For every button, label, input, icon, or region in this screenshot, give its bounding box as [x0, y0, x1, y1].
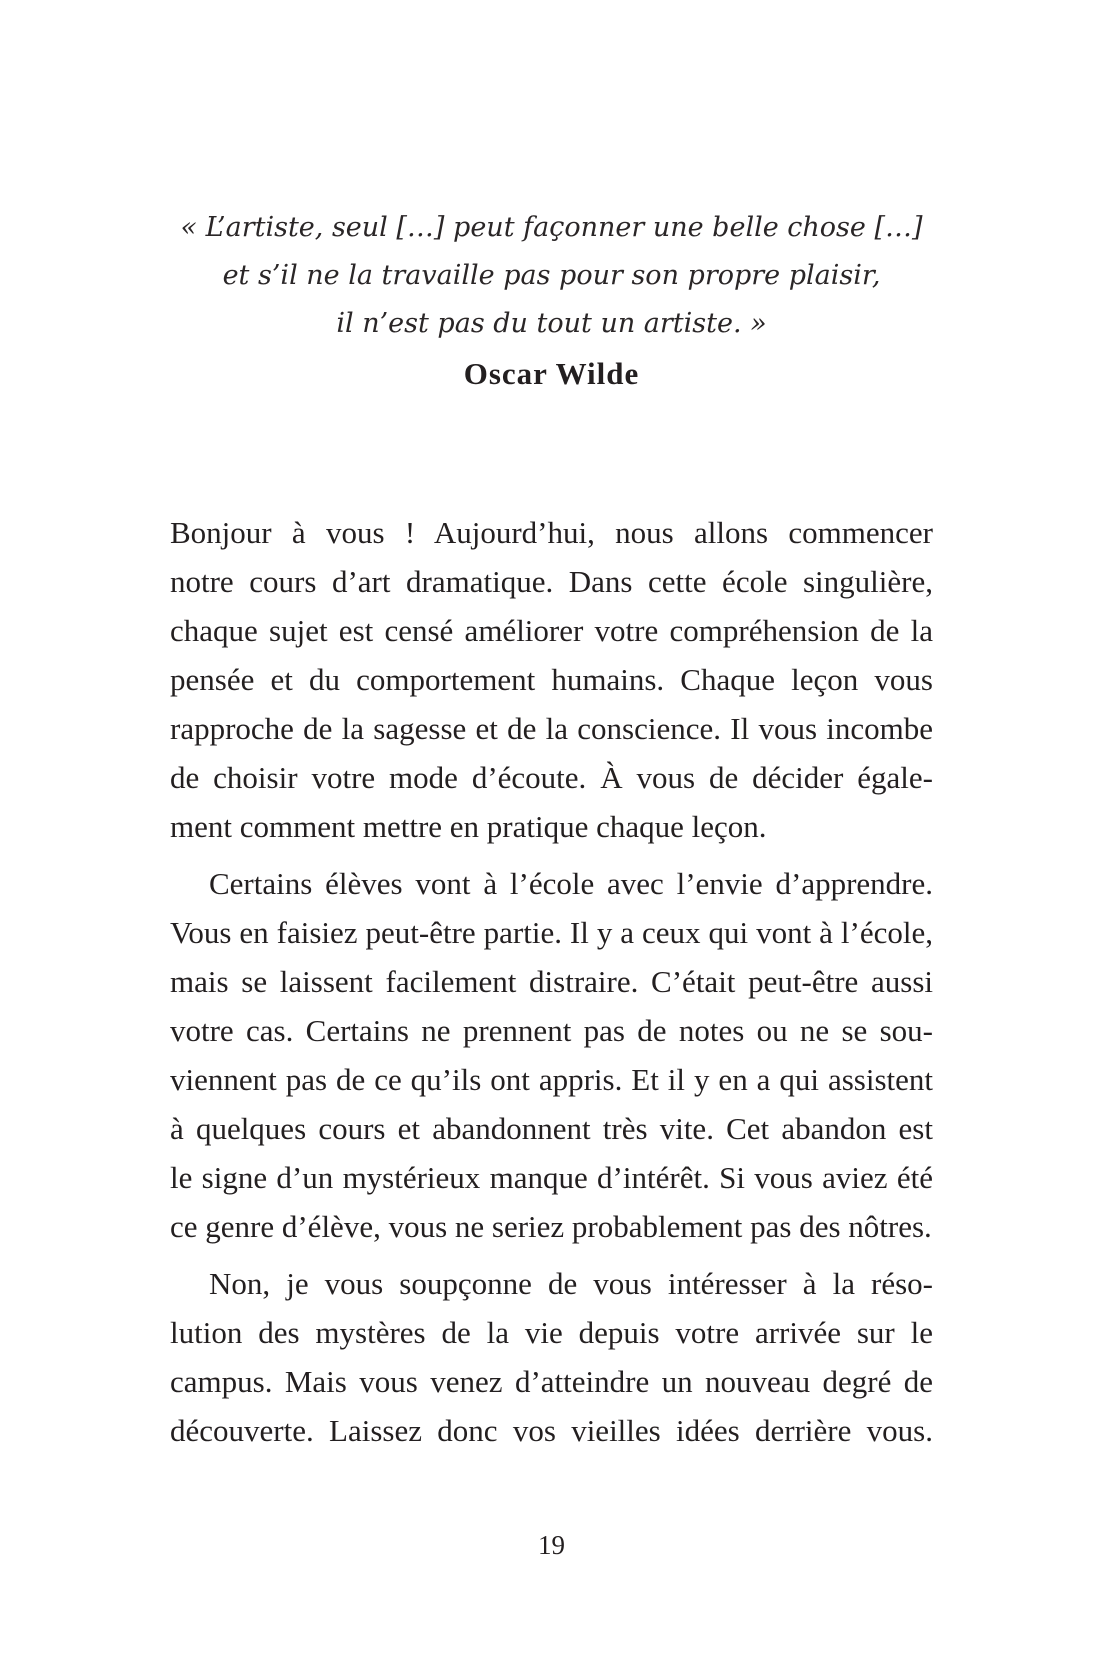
epigraph-line: et s’il ne la travaille pas pour son propre plaisir, [222, 260, 881, 291]
text-line: à quelques cours et abandonnent très vite. Cet abandon est [170, 1111, 933, 1146]
text-line: viennent pas de ce qu’ils ont appris. Et il y en a qui assistent [170, 1062, 933, 1097]
text-line: campus. Mais vous venez d’atteindre un nouveau degré de [170, 1364, 933, 1399]
epigraph-line: il n’est pas du tout un artiste. » [336, 308, 767, 339]
paragraph [170, 508, 933, 851]
text-line: chaque sujet est censé améliorer votre compréhension de la [170, 613, 933, 648]
text-line: Bonjour à vous ! Aujourd’hui, nous allons commencer [170, 515, 933, 550]
text-line: lution des mystères de la vie depuis votre arrivée sur le [170, 1315, 933, 1350]
text-line: notre cours d’art dramatique. Dans cette école singulière, [170, 564, 933, 599]
paragraph [170, 859, 933, 1251]
text-line: Certains élèves vont à l’école avec l’envie d’apprendre. [209, 866, 933, 901]
body-text [170, 508, 933, 1463]
text-line: ce genre d’élève, vous ne seriez probablement pas des nôtres. [170, 1209, 932, 1244]
text-line: mais se laissent facilement distraire. C’était peut-être aussi [170, 964, 933, 999]
text-line: votre cas. Certains ne prennent pas de notes ou ne se sou- [170, 1013, 933, 1048]
text-line: Non, je vous soupçonne de vous intéresser à la réso- [209, 1266, 933, 1301]
text-line: le signe d’un mystérieux manque d’intérêt. Si vous aviez été [170, 1160, 933, 1195]
epigraph-line: « L’artiste, seul […] peut façonner une belle chose […] [180, 212, 923, 243]
epigraph [150, 204, 953, 396]
epigraph-author: Oscar Wilde [463, 356, 640, 391]
text-line: découverte. Laissez donc vos vieilles idées derrière vous. [170, 1413, 933, 1448]
page-number: 19 [538, 1530, 565, 1560]
text-line: de choisir votre mode d’écoute. À vous de décider égale- [170, 760, 933, 795]
text-line: pensée et du comportement humains. Chaque leçon vous [170, 662, 933, 697]
paragraph [170, 1259, 933, 1455]
text-line: rapproche de la sagesse et de la conscience. Il vous incombe [170, 711, 933, 746]
text-line: Vous en faisiez peut-être partie. Il y a ceux qui vont à l’école, [170, 915, 933, 950]
text-line: ment comment mettre en pratique chaque leçon. [170, 809, 767, 844]
